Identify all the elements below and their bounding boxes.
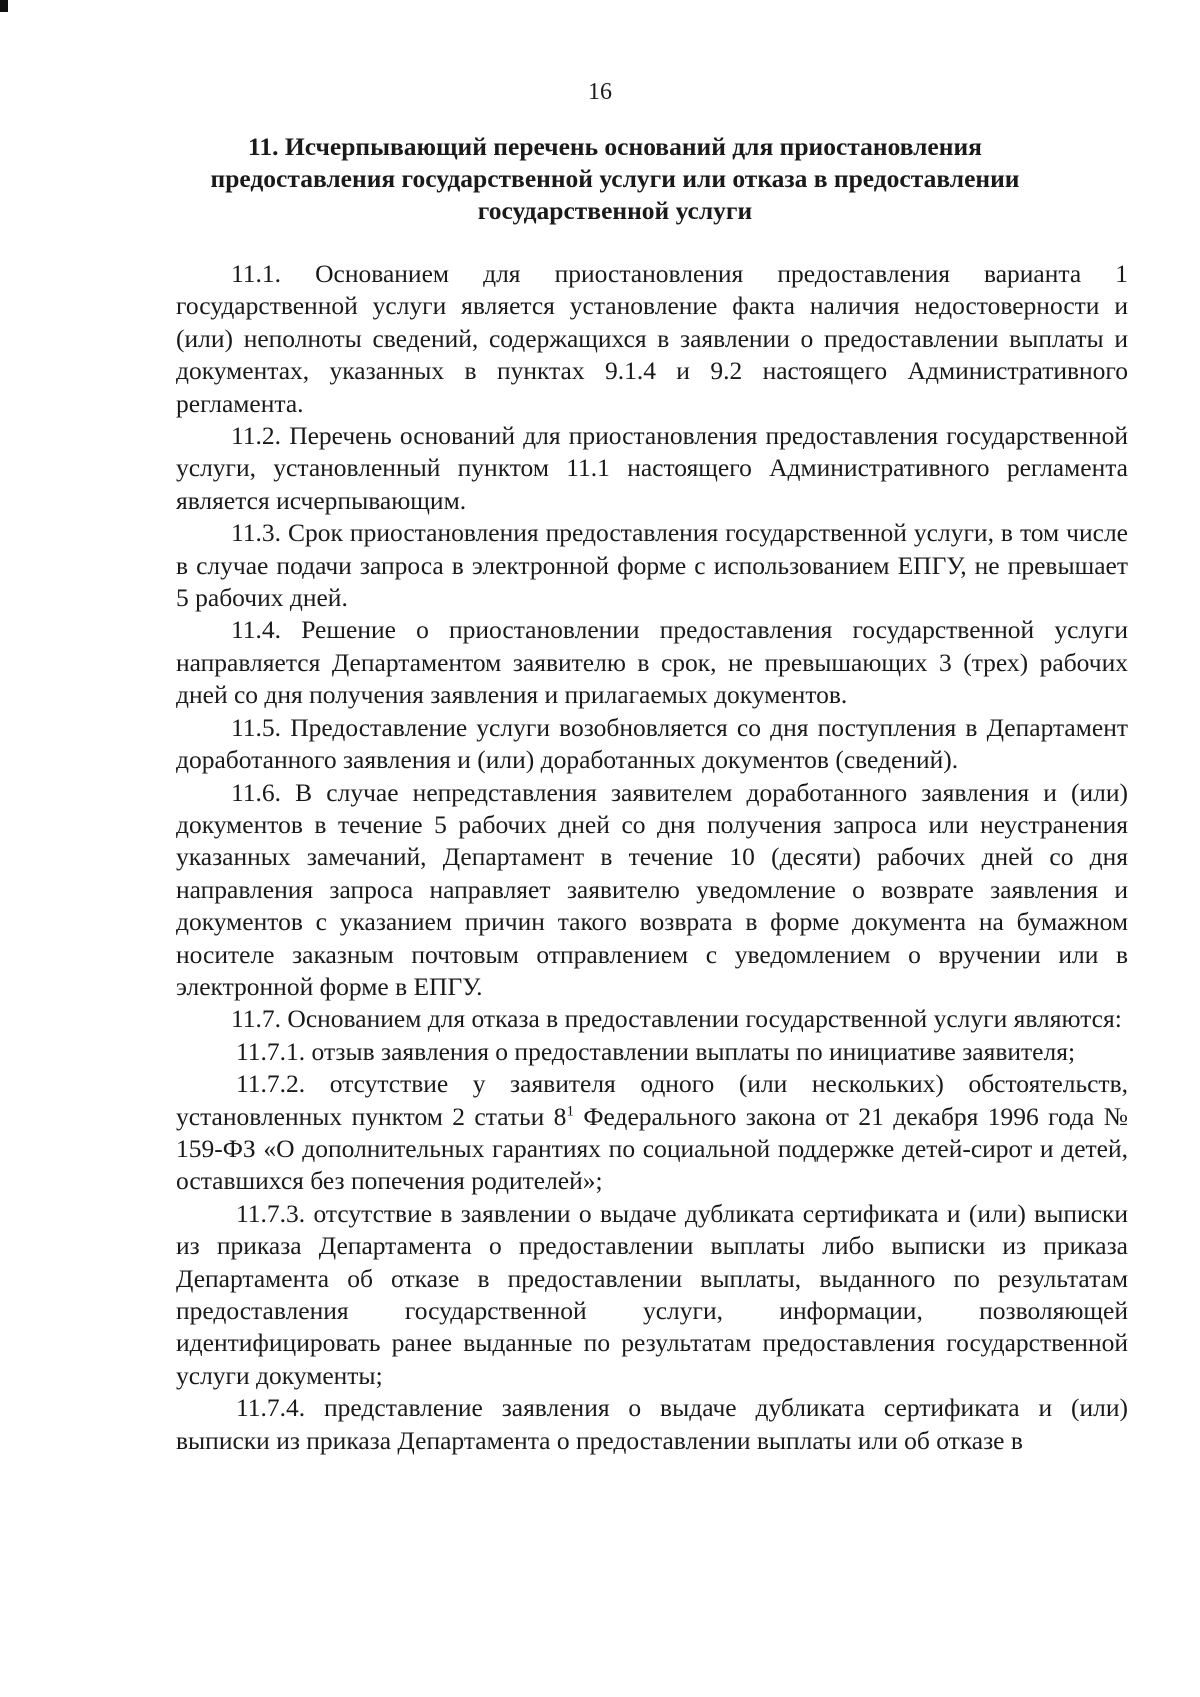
paragraph-11-4: 11.4. Решение о приостановлении предоставления государственной услуги направляется Департаментом заявителю в срок, не превышающих 3 (трех) рабочих дней со дня получения заявления и прилагаемых документов. xyxy=(176,615,1128,710)
paragraph-11-7-4: 11.7.4. представление заявления о выдаче дубликата сертификата и (или) выписки из приказа Департамента о предоставлении выплаты или об отказе в xyxy=(176,1393,1128,1455)
paragraph-11-7: 11.7. Основанием для отказа в предоставлении государственной услуги являются: xyxy=(231,1004,1122,1034)
paragraph-11-7-1: 11.7.1. отзыв заявления о предоставлении выплаты по инициативе заявителя; xyxy=(236,1036,1076,1066)
paragraph-11-5: 11.5. Предоставление услуги возобновляется со дня поступления в Департамент доработанного заявления и (или) доработанных документов (сведений). xyxy=(176,712,1128,775)
paragraph-11-6: 11.6. В случае непредставления заявителем доработанного заявления и (или) документов в течение 5 рабочих дней со дня получения запроса или неустранения указанных замечаний, Департамент в течение 10 (десяти) рабочих дней со дня направления запроса направляет заявителю уведомление о возврате заявления и документов с указанием причин такого возврата в форме документа на бумажном носителе заказным почтовым отправлением с уведомлением о вручении или в электронной форме в ЕПГУ. xyxy=(176,777,1128,1001)
article-superscript: 1 xyxy=(566,1103,574,1120)
section-body xyxy=(176,258,1128,1457)
paragraph-11-7-2-text-after: Федерального закона от 21 декабря 1996 года № 159-ФЗ «О дополнительных гарантиях по социальной поддержке детей-сирот и детей, оставшихся без попечения родителей»; xyxy=(176,1101,1128,1196)
paragraph-11-7-3: 11.7.3. отсутствие в заявлении о выдаче дубликата сертификата и (или) выписки из приказа Департамента о предоставлении выплаты либо выписки из приказа Департамента об отказе в предоставлении выплаты, выданного по результатам предоставления государственной услуги, информации, позволяющей идентифицировать ранее выданные по результатам предоставления государственной услуги документы; xyxy=(176,1198,1128,1390)
paragraph-11-7-2 xyxy=(176,1068,1128,1198)
paragraph-11-1: 11.1. Основанием для приостановления предоставления варианта 1 государственной услуги является установление факта наличия недостоверности и (или) неполноты сведений, содержащихся в заявлении о предоставлении выплаты и документах, указанных в пунктах 9.1.4 и 9.2 настоящего Административного регламента. xyxy=(176,259,1128,418)
heading-line-1: 11. Исчерпывающий перечень оснований для приостановления xyxy=(248,132,982,161)
scan-corner-mark xyxy=(0,0,8,12)
paragraph-11-3: 11.3. Срок приостановления предоставления государственной услуги, в том числе в случае подачи запроса в электронной форме с использованием ЕПГУ, не превышает 5 рабочих дней. xyxy=(176,518,1128,613)
section-heading xyxy=(180,131,1050,227)
paragraph-11-7-2-text-before: 11.7.2. отсутствие у заявителя одного (или нескольких) обстоятельств, установленных пунктом 2 статьи 8 xyxy=(176,1069,1128,1131)
page-number: 16 xyxy=(588,79,612,105)
paragraph-11-2: 11.2. Перечень оснований для приостановления предоставления государственной услуги, установленный пунктом 11.1 настоящего Административного регламента является исчерпывающим. xyxy=(176,421,1128,515)
heading-line-2: предоставления государственной услуги или отказа в предоставлении xyxy=(210,164,1020,193)
heading-line-3: государственной услуги xyxy=(477,196,753,225)
